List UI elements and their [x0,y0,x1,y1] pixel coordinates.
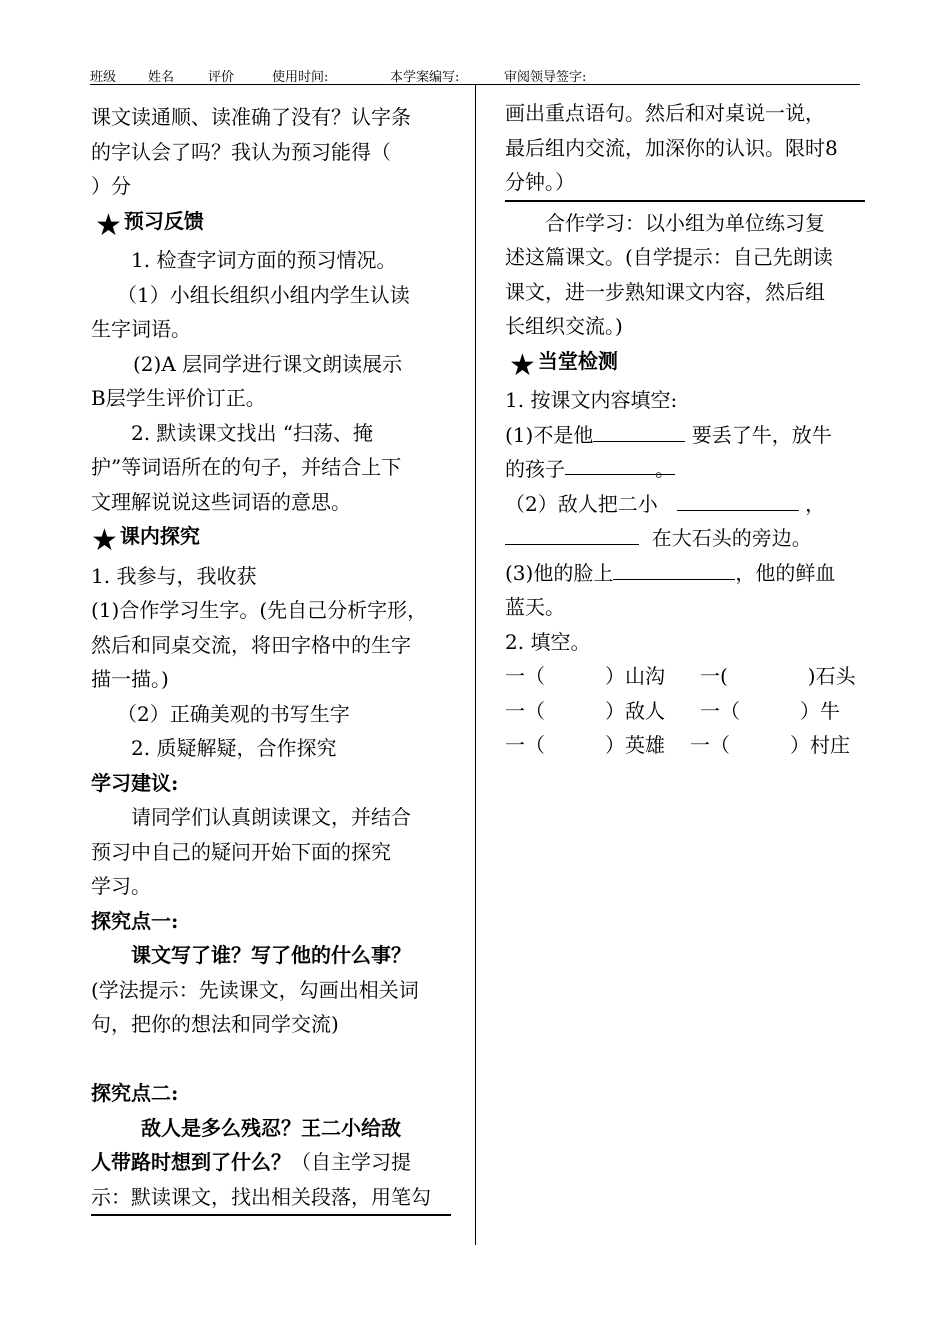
text-line: 课文，进一步熟知课文内容，然后组 [505,279,825,304]
answer-blank[interactable] [613,557,735,580]
star-icon: ★ [95,207,122,243]
text-line: （2）正确美观的书写生字 [117,701,350,726]
star-icon: ★ [91,523,118,558]
fill-line: (3)他的脸上 ，他的鲜血 [505,556,865,591]
answer-blank[interactable] [505,522,639,545]
text-line: 2. 默读课文找出 “扫荡、掩 [131,420,374,445]
right-column [505,96,865,763]
text-line: 1. 按课文内容填空: [505,388,678,412]
header-class: 班级 [90,70,117,85]
text-line: 课文读通顺、读准确了没有？认字条 [91,105,411,129]
text-line: 描一描。) [91,667,169,691]
header-name: 姓名 [148,70,175,85]
text-line: (2)A 层同学进行课文朗读展示 [133,351,403,376]
question-line: 敌人是多么残忍？王二小给敌 [141,1115,401,1140]
measure-word-row: 一（ ）英雄 一（ ）村庄 [505,733,850,757]
text-line: 人带路时想到了什么？（自主学习提 [91,1150,411,1174]
section-heading-preview-feedback: ★ 预习反馈 [95,207,204,243]
text-line: 1. 我参与，我收获 [91,563,257,588]
left-column [91,100,451,1216]
text-line: 1. 检查字词方面的预习情况。 [131,248,397,272]
answer-blank[interactable] [677,488,799,511]
text-line: 分钟。） [505,165,865,202]
question-line: 课文写了谁？写了他的什么事？ [131,943,411,967]
text-line: 然后和同桌交流，将田字格中的生字 [91,632,411,657]
section-heading-in-class-inquiry: ★ 课内探究 [91,523,200,558]
answer-blank[interactable] [593,419,685,442]
text-line: 合作学习：以小组为单位练习复 [545,210,825,235]
header-leader: 审阅领导签字: [504,70,587,85]
fill-line: 的孩子 。 [505,452,865,487]
spacer [91,1042,451,1077]
text-line: ）分 [91,174,131,198]
fill-line: 在大石头的旁边。 [505,521,865,556]
column-divider [475,85,476,1245]
header-bar [90,66,860,85]
subheading: 学习建议: [91,770,179,795]
header-time: 使用时间: [272,70,329,85]
fill-line: （2）敌人把二小 ， [505,487,865,522]
section-heading-class-test: ★ 当堂检测 [509,347,618,383]
text-line: B层学生评价订正。 [91,386,266,410]
text-line: 预习中自己的疑问开始下面的探究 [91,839,391,864]
text-line: 述这篇课文。(自学提示：自己先朗读 [505,245,833,269]
text-line: 最后组内交流，加深你的认识。限时8 [505,135,838,160]
text-line: (1)合作学习生字。(先自己分析字形， [91,598,428,622]
text-line: (学法提示：先读课文，勾画出相关词 [91,977,419,1002]
text-line: 示：默读课文，找出相关段落，用笔勾 [91,1180,451,1217]
text-line: 2. 填空。 [505,629,591,654]
text-line: 的字认会了吗？我认为预习能得（ [91,139,391,164]
measure-word-row: 一（ ）敌人 一（ ）牛 [505,698,840,723]
text-line: 文理解说说这些词语的意思。 [91,489,351,514]
text-line: 学习。 [91,874,151,898]
text-line: 长组织交流。) [505,314,623,338]
fill-line: (1)不是他 要丢了牛，放牛 [505,418,865,453]
subheading: 探究点二: [91,1081,179,1105]
text-line: 请同学们认真朗读课文，并结合 [131,805,411,829]
text-line: 护”等词语所在的句子，并结合上下 [91,455,402,479]
text-line: （1）小组长组织小组内学生认读 [117,282,410,307]
text-line: 蓝天。 [505,595,565,619]
subheading: 探究点一: [91,908,179,933]
answer-blank[interactable]: 。 [565,452,675,475]
text-line: 画出重点语句。然后和对桌说一说， [505,101,825,125]
measure-word-row: 一（ ）山沟 一( )石头 [505,664,856,688]
star-icon: ★ [509,347,536,383]
text-line: 2. 质疑解疑，合作探究 [131,736,337,760]
header-eval: 评价 [208,70,235,85]
header-editor: 本学案编写: [390,70,460,85]
text-line: 句，把你的想法和同学交流) [91,1012,339,1036]
text-line: 生字词语。 [91,317,191,341]
